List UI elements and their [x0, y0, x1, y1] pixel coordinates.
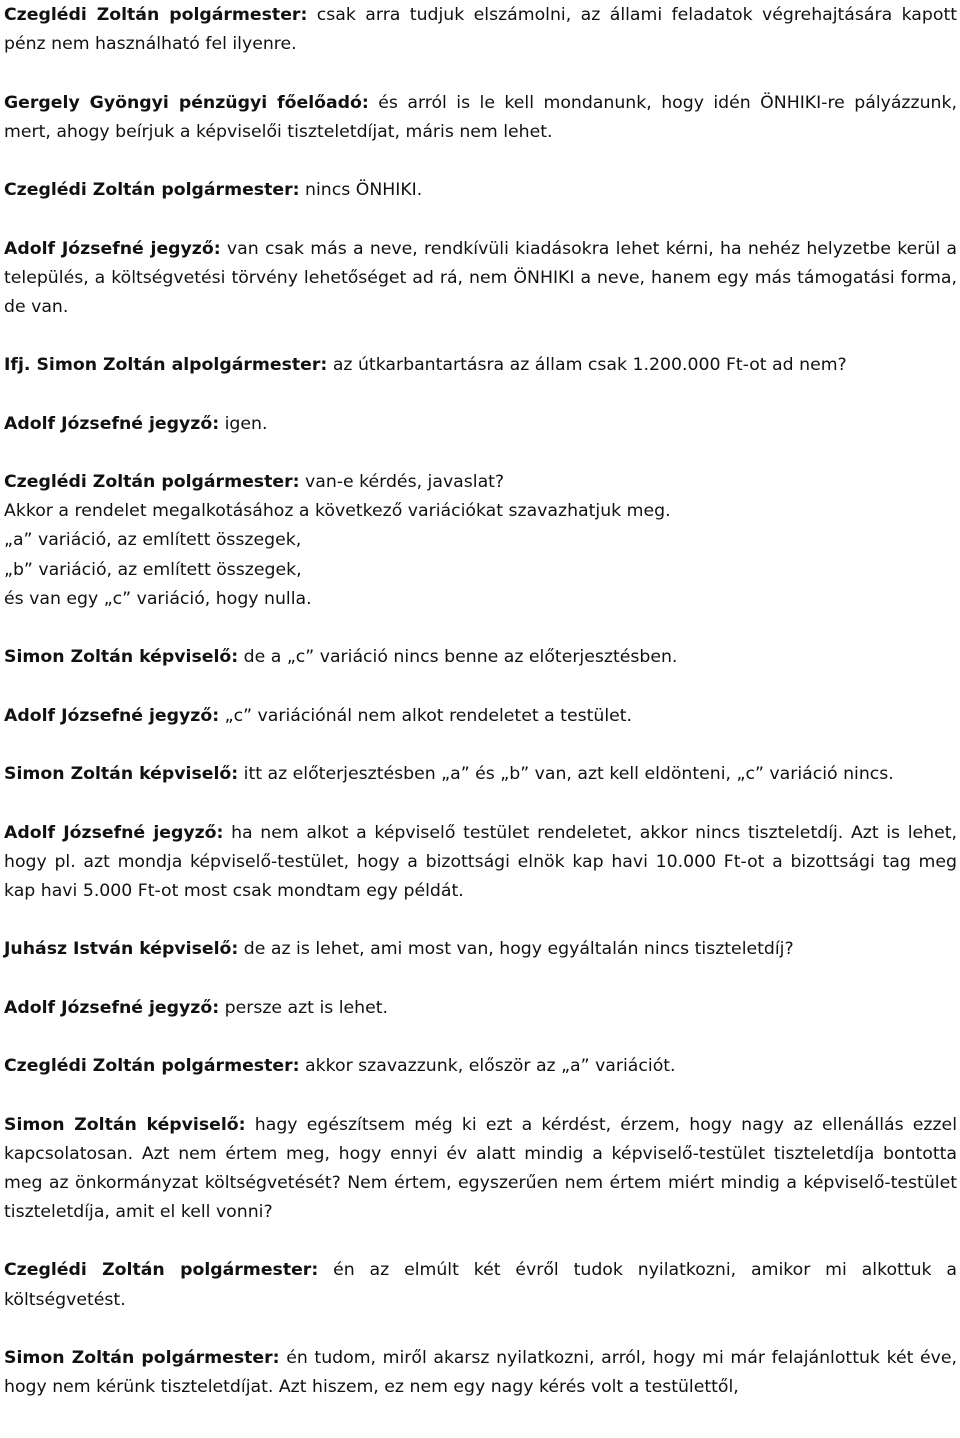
statement-text: van csak más a neve, rendkívüli kiadásokra lehet kérni, ha nehéz helyzetbe kerül a település, a költségvetési törvény lehetőséget ad rá, nem ÖNHIKI a neve, hanem egy más támogatási forma, de van.	[4, 238, 957, 317]
speaker-name: Simon Zoltán képviselő:	[4, 647, 239, 668]
transcript-paragraph	[4, 994, 957, 1023]
statement-text: én tudom, miről akarsz nyilatkozni, arról, hogy mi már felajánlottuk két éve, hogy nem kérünk tiszteletdíjat. Azt hiszem, ez nem egy nagy kérés volt a testülettől,	[4, 1348, 957, 1398]
transcript-paragraph	[4, 1052, 957, 1081]
statement-line	[4, 468, 957, 497]
statement-text: nincs ÖNHIKI.	[299, 180, 423, 201]
variation-line: és van egy „c” variáció, hogy nulla.	[4, 588, 312, 609]
transcript-paragraph	[4, 819, 957, 906]
speaker-name: Ifj. Simon Zoltán alpolgármester:	[4, 355, 328, 376]
speaker-name: Czeglédi Zoltán polgármester:	[4, 180, 300, 201]
statement-line: Akkor a rendelet megalkotásához a következő variációkat szavazhatjuk meg.	[4, 501, 671, 522]
statement-text: és arról is le kell mondanunk, hogy idén ÖNHIKI-re pályázzunk, mert, ahogy beírjuk a képviselői tiszteletdíjat, máris nem lehet.	[4, 92, 957, 142]
statement-text: van-e kérdés, javaslat?	[299, 472, 505, 493]
speaker-name: Czeglédi Zoltán polgármester:	[4, 1260, 319, 1281]
statement-text: „c” variációnál nem alkot rendeletet a testület.	[219, 705, 633, 726]
speaker-name: Czeglédi Zoltán polgármester:	[4, 5, 308, 25]
transcript-paragraph	[4, 1344, 957, 1402]
speaker-name: Adolf Józsefné jegyző:	[4, 238, 221, 259]
transcript-paragraph	[4, 176, 957, 205]
transcript-paragraph	[4, 1, 957, 59]
transcript-paragraph	[4, 89, 957, 147]
statement-text: akkor szavazzunk, először az „a” variációt.	[299, 1056, 676, 1077]
statement-text: én az elmúlt két évről tudok nyilatkozni, amikor mi alkottuk a költségvetést.	[4, 1260, 957, 1310]
transcript-paragraph	[4, 702, 957, 731]
transcript-paragraph	[4, 468, 957, 613]
speaker-name: Gergely Gyöngyi pénzügyi főelőadó:	[4, 92, 369, 113]
statement-text: persze azt is lehet.	[219, 997, 389, 1018]
speaker-name: Adolf Józsefné jegyző:	[4, 822, 224, 843]
transcript-paragraph	[4, 935, 957, 964]
variation-line: „b” variáció, az említett összegek,	[4, 559, 302, 580]
speaker-name: Juhász István képviselő:	[4, 939, 239, 960]
speaker-name: Simon Zoltán polgármester:	[4, 1348, 280, 1369]
statement-text: itt az előterjesztésben „a” és „b” van, azt kell eldönteni, „c” variáció nincs.	[238, 764, 894, 785]
speaker-name: Czeglédi Zoltán polgármester:	[4, 1056, 300, 1077]
statement-text: csak arra tudjuk elszámolni, az állami feladatok végrehajtására kapott pénz nem használható fel ilyenre.	[4, 5, 957, 55]
transcript-paragraph	[4, 760, 957, 789]
speaker-name: Simon Zoltán képviselő:	[4, 1114, 246, 1135]
variation-line: „a” variáció, az említett összegek,	[4, 530, 302, 551]
transcript-paragraph	[4, 410, 957, 439]
transcript-paragraph	[4, 351, 957, 380]
statement-text: ha nem alkot a képviselő testület rendeletet, akkor nincs tiszteletdíj. Azt is lehet, hogy pl. azt mondja képviselő-testület, hogy a bizottsági elnök kap havi 10.000 Ft-ot a bizottsági tag meg kap havi 5.000 Ft-ot most csak mondtam egy példát.	[4, 822, 958, 901]
statement-text: de az is lehet, ami most van, hogy egyáltalán nincs tiszteletdíj?	[238, 939, 794, 960]
transcript-paragraph	[4, 235, 957, 322]
speaker-name: Adolf Józsefné jegyző:	[4, 413, 220, 434]
statement-text: az útkarbantartásra az állam csak 1.200.000 Ft-ot ad nem?	[327, 355, 847, 376]
speaker-name: Simon Zoltán képviselő:	[4, 764, 239, 785]
transcript-paragraph	[4, 1256, 957, 1314]
speaker-name: Czeglédi Zoltán polgármester:	[4, 472, 300, 493]
statement-text: de a „c” variáció nincs benne az előterjesztésben.	[238, 647, 678, 668]
statement-text: hagy egészítsem még ki ezt a kérdést, érzem, hogy nagy az ellenállás ezzel kapcsolatosan. Azt nem értem meg, hogy ennyi év alatt mindig a képviselő-testület tiszteletdíja bontotta meg az önkormányzat költségvetését? Nem értem, egyszerűen nem értem miért mindig a képviselő-testület tiszteletdíja, amit el kell vonni?	[4, 1114, 957, 1222]
transcript-paragraph	[4, 643, 957, 672]
speaker-name: Adolf Józsefné jegyző:	[4, 997, 220, 1018]
speaker-name: Adolf Józsefné jegyző:	[4, 705, 220, 726]
statement-text: igen.	[219, 413, 268, 434]
transcript-paragraph	[4, 1111, 957, 1227]
